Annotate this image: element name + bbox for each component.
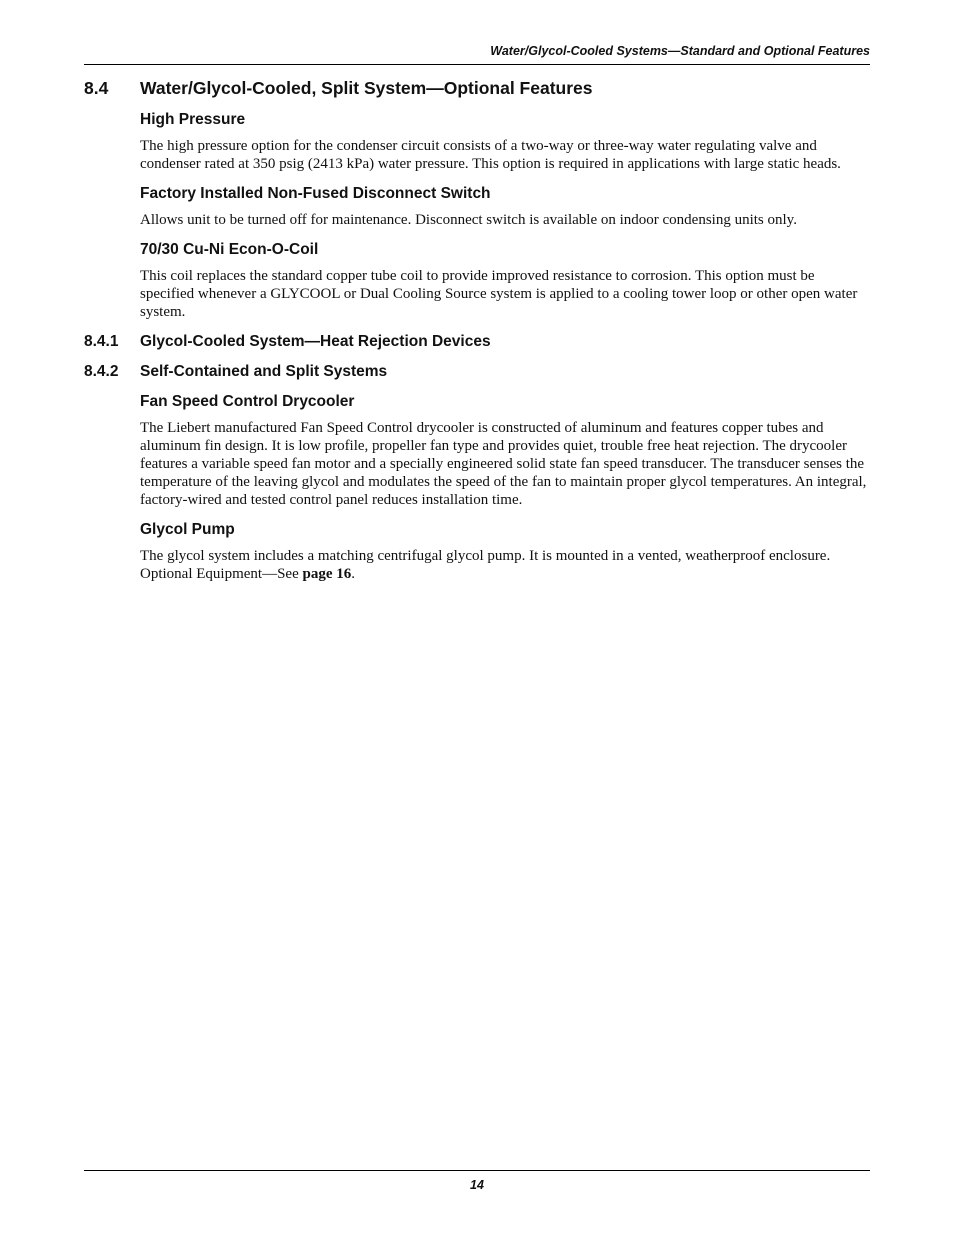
page-reference-link[interactable]: page 16 [302, 566, 352, 582]
subsection-heading-8-4-2 [84, 363, 870, 381]
footer-divider [84, 1170, 870, 1171]
page-content [84, 78, 870, 595]
subsection-title: Glycol-Cooled System—Heat Rejection Devices [140, 333, 491, 350]
section-title: Water/Glycol-Cooled, Split System—Optional Features [140, 78, 593, 98]
page-number: 14 [470, 1178, 484, 1192]
glycol-pump-text-end: . [351, 566, 355, 582]
page-header [84, 42, 870, 65]
subsection-heading-8-4-1 [84, 333, 870, 351]
topic-heading-fan-speed-drycooler: Fan Speed Control Drycooler [140, 393, 355, 410]
topic-text-high-pressure: The high pressure option for the condenser circuit consists of a two-way or three-way water regulating valve and condenser rated at 350 psig (2413 kPa) water pressure. This option is required in applications with large static heads. [140, 138, 841, 172]
topic-text-econ-o-coil: This coil replaces the standard copper tube coil to provide improved resistance to corrosion. This option must be specified whenever a GLYCOOL or Dual Cooling Source system is applied to a cooling tower loop or other open water system. [140, 268, 858, 320]
subsection-number: 8.4.1 [84, 333, 119, 350]
topic-text-glycol-pump [140, 547, 870, 583]
glycol-pump-text: The glycol system includes a matching centrifugal glycol pump. It is mounted in a vented, weatherproof enclosure. Optional Equipment—See [140, 548, 831, 582]
topic-text-fan-speed-drycooler: The Liebert manufactured Fan Speed Control drycooler is constructed of aluminum and features copper tubes and aluminum fin design. It is low profile, propeller fan type and provides quiet, trouble free heat rejection. The drycooler features a variable speed fan motor and a specially engineered solid state fan speed transducer. The transducer senses the temperature of the leaving glycol and modulates the speed of the fan to maintain proper glycol temperatures. An integral, factory-wired and tested control panel reduces installation time. [140, 420, 867, 508]
topic-heading-disconnect-switch: Factory Installed Non-Fused Disconnect Switch [140, 185, 491, 202]
subsection-number: 8.4.2 [84, 363, 119, 380]
topic-text-disconnect-switch: Allows unit to be turned off for maintenance. Disconnect switch is available on indoor condensing units only. [140, 212, 797, 228]
header-title: Water/Glycol-Cooled Systems—Standard and Optional Features [490, 44, 870, 58]
topic-heading-econ-o-coil: 70/30 Cu-Ni Econ-O-Coil [140, 241, 319, 258]
topic-heading-high-pressure: High Pressure [140, 111, 246, 128]
subsection-title: Self-Contained and Split Systems [140, 363, 388, 380]
section-number: 8.4 [84, 78, 109, 98]
topic-heading-glycol-pump: Glycol Pump [140, 521, 235, 538]
section-heading [84, 78, 870, 99]
